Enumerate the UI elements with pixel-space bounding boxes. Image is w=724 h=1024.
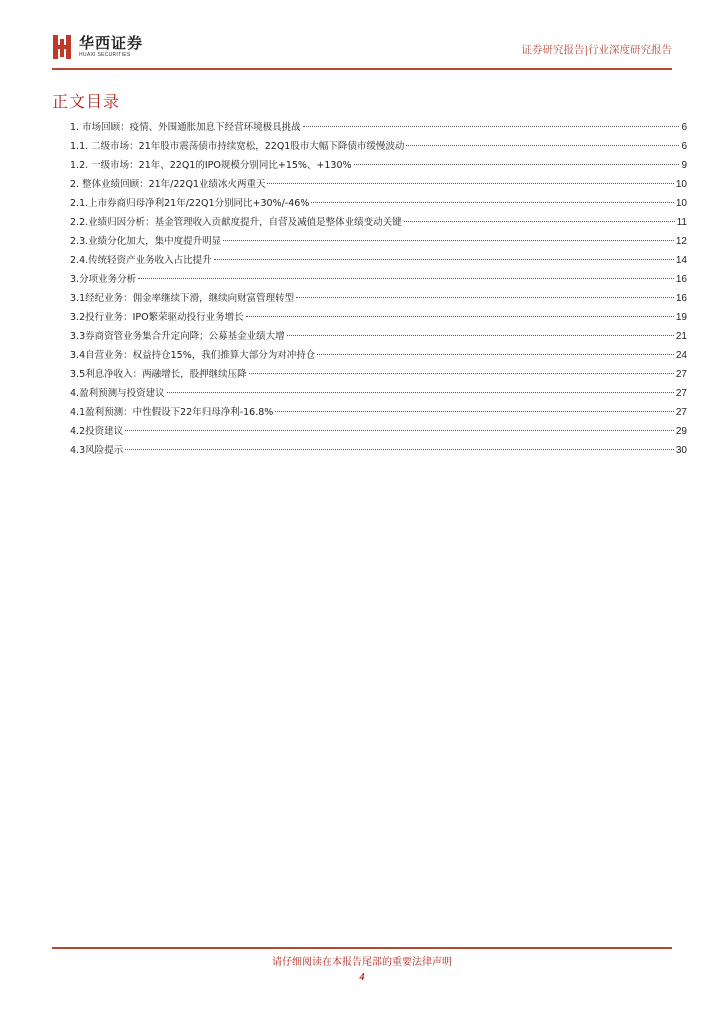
toc-entry[interactable] [70,328,687,347]
toc-entry[interactable] [70,347,687,366]
toc-leader-dots [125,449,674,450]
toc-entry-label: 4.1盈利预测：中性假设下22年归母净利-16.8% [70,407,274,418]
toc-entry-label: 3.分项业务分析 [70,274,137,285]
toc-entry[interactable] [70,176,687,195]
toc-entry-label: 3.1经纪业务：佣金率继续下滑，继续向财富管理转型 [70,293,295,304]
toc-leader-dots [404,221,675,222]
toc-entry[interactable] [70,290,687,309]
toc-entry-page: 6 [681,122,687,133]
toc-entry[interactable] [70,404,687,423]
toc-entry-page: 16 [675,274,687,285]
toc-leader-dots [296,297,674,298]
toc-entry-label: 4.3风险提示 [70,445,124,456]
toc-entry-page: 27 [675,388,687,399]
toc-leader-dots [223,240,674,241]
toc-entry[interactable] [70,271,687,290]
logo-english-name: HUAXI SECURITIES [79,52,131,58]
toc-leader-dots [214,259,674,260]
table-of-contents [70,119,687,461]
toc-leader-dots [354,164,680,165]
footer-divider [52,947,672,949]
toc-entry-page: 12 [675,236,687,247]
toc-entry-page: 19 [675,312,687,323]
toc-entry[interactable] [70,309,687,328]
toc-leader-dots [287,335,674,336]
toc-entry-label: 2.3.业绩分化加大，集中度提升明显 [70,236,222,247]
toc-leader-dots [275,411,674,412]
toc-leader-dots [125,430,674,431]
toc-entry[interactable] [70,252,687,271]
toc-entry-label: 2.1.上市券商归母净利21年/22Q1分别同比+30%/-46% [70,198,310,209]
toc-entry-page: 27 [675,407,687,418]
header-divider [52,68,672,70]
toc-entry-label: 4.盈利预测与投资建议 [70,388,165,399]
page-header [0,0,724,72]
toc-leader-dots [303,126,680,127]
toc-entry-label: 3.4自营业务：权益持仓15%，我们推算大部分为对冲持仓 [70,350,316,361]
toc-entry-page: 27 [675,369,687,380]
toc-entry[interactable] [70,442,687,461]
toc-entry-label: 1.1. 二级市场：21年股市震荡债市持续宽松，22Q1股市大幅下降债市缓慢波动 [70,141,405,152]
toc-entry[interactable] [70,157,687,176]
toc-entry-label: 2.2.业绩归因分析：基金管理收入贡献度提升，自营及减值是整体业绩变动关键 [70,217,402,228]
toc-entry-label: 2.4.传统轻资产业务收入占比提升 [70,255,212,266]
toc-entry[interactable] [70,233,687,252]
toc-entry-label: 3.5利息净收入：两融增长，股押继续压降 [70,369,247,380]
logo-chinese-name: 华西证券 [79,34,144,52]
toc-leader-dots [246,316,674,317]
toc-entry[interactable] [70,385,687,404]
huaxi-logo-icon [52,33,72,61]
toc-entry-label: 3.3券商资管业务集合升定向降；公募基金业绩大增 [70,331,285,342]
toc-entry-page: 11 [676,217,687,228]
toc-leader-dots [267,183,673,184]
page-number: 4 [359,972,365,983]
toc-entry-label: 1.2. 一级市场：21年、22Q1的IPO规模分别同比+15%、+130% [70,160,352,171]
toc-entry-page: 30 [675,445,687,456]
toc-entry[interactable] [70,214,687,233]
toc-entry[interactable] [70,423,687,442]
toc-entry[interactable] [70,138,687,157]
report-type: 证券研究报告|行业深度研究报告 [521,44,672,56]
toc-entry-page: 16 [675,293,687,304]
toc-entry-label: 4.2投资建议 [70,426,124,437]
toc-leader-dots [406,145,679,146]
toc-entry-label: 2. 整体业绩回顾：21年/22Q1业绩冰火两重天 [70,179,266,190]
toc-title: 正文目录 [52,92,121,111]
toc-entry[interactable] [70,119,687,138]
toc-entry-page: 21 [675,331,687,342]
toc-leader-dots [311,202,674,203]
toc-leader-dots [317,354,674,355]
toc-leader-dots [167,392,674,393]
toc-entry-page: 10 [675,198,687,209]
toc-leader-dots [138,278,674,279]
toc-entry-page: 9 [681,160,687,171]
footer-disclaimer: 请仔细阅读在本报告尾部的重要法律声明 [272,957,452,968]
toc-entry[interactable] [70,195,687,214]
company-logo [52,32,143,62]
toc-entry-page: 6 [681,141,687,152]
toc-leader-dots [249,373,674,374]
toc-entry-page: 10 [675,179,687,190]
toc-entry-page: 14 [675,255,687,266]
toc-entry-label: 3.2投行业务：IPO繁荣驱动投行业务增长 [70,312,244,323]
toc-entry-label: 1. 市场回顾：疫情、外围通胀加息下经营环境极具挑战 [70,122,301,133]
toc-entry-page: 24 [675,350,687,361]
toc-entry[interactable] [70,366,687,385]
toc-entry-page: 29 [675,426,687,437]
